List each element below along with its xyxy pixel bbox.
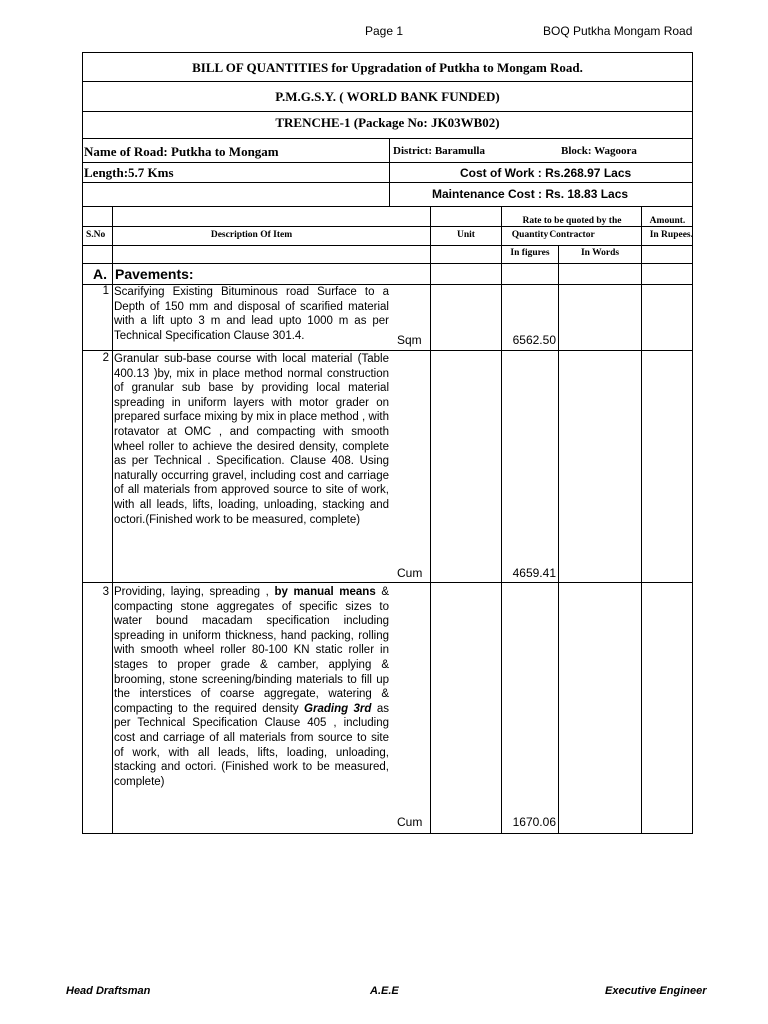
footer-aee: A.E.E — [370, 985, 399, 997]
col-quantity: Quantity — [511, 230, 549, 240]
road-length: Length:5.7 Kms — [84, 165, 174, 180]
item-1-description: Scarifying Existing Bituminous road Surface to a Depth of 150 mm and disposal of scarified material with a lift upto 3 m and lead upto 1000 m as per Technical Specification Clause 301.4. — [114, 286, 389, 342]
footer-head-draftsman: Head Draftsman — [66, 985, 151, 997]
item-2-unit: Cum — [397, 566, 423, 580]
col-unit: Unit — [457, 230, 475, 240]
footer-executive-engineer: Executive Engineer — [605, 985, 707, 997]
col-rate-line1: Rate to be quoted by the — [522, 216, 622, 226]
scheme-title: P.M.G.S.Y. ( WORLD BANK FUNDED) — [275, 89, 500, 104]
item-3-desc-part-d: Grading 3rd — [304, 702, 372, 715]
item-3-unit: Cum — [397, 815, 423, 829]
item-3-sno: 3 — [102, 586, 109, 598]
col-in-figures: In figures — [510, 248, 550, 258]
col-description: Description Of Item — [210, 230, 293, 240]
section-letter: A. — [93, 266, 107, 282]
maintenance-cost: Maintenance Cost : Rs. 18.83 Lacs — [432, 187, 629, 201]
item-1-unit: Sqm — [397, 333, 422, 347]
boq-table — [82, 52, 693, 834]
item-3-desc-part-b: by manual means — [274, 586, 376, 598]
item-1-sno: 1 — [102, 285, 109, 297]
col-rate-line2: Contractor — [549, 230, 595, 240]
boq-title: BILL OF QUANTITIES for Upgradation of Putkha to Mongam Road. — [192, 60, 583, 75]
district: District: Baramulla — [393, 145, 485, 157]
package-title: TRENCHE-1 (Package No: JK03WB02) — [275, 115, 500, 130]
item-3-quantity: 1670.06 — [512, 815, 556, 829]
item-2-sno: 2 — [102, 352, 109, 364]
item-3-desc-part-a: Providing, laying, spreading , — [114, 586, 275, 598]
road-name: Name of Road: Putkha to Mongam — [84, 144, 279, 159]
col-sno: S.No — [86, 230, 106, 240]
item-3-description — [114, 585, 389, 789]
item-3-desc-part-c: & compacting stone aggregates of specific sizes to water bound macadam specification including spreading in uniform thickness, hand packing, rolling with smooth wheel roller 80-100 KN static roller in stages to proper grade & camber, applying & brooming, stone screening/binding materials to fill up the interstices of coarse aggregate, watering & compacting to the required density — [114, 586, 389, 715]
block: Block: Wagoora — [561, 145, 637, 157]
document-title: BOQ Putkha Mongam Road — [543, 24, 693, 38]
item-2-quantity: 4659.41 — [512, 566, 556, 580]
page-number: Page 1 — [365, 24, 404, 38]
col-amount-line1: Amount. — [649, 216, 686, 226]
col-amount-line2: In Rupees. — [649, 230, 693, 240]
item-1-quantity: 6562.50 — [512, 333, 556, 347]
section-name: Pavements: — [115, 266, 194, 282]
item-2-description: Granular sub-base course with local material (Table 400.13 )by, mix in place method normal construction of granular sub base by providing local material spreading in uniform layers with motor grader on prepared surface mixing by mix in place method , with rotavator at OMC , and compacting with smooth wheel roller to achieve the desired density, complete as per Technical . Specification. Clause 408. Using naturally occurring gravel, including cost and carriage of all materials from approved source to site of work, with all leads, lifts, loading, unloading, stacking and octori.(Finished work to be measured, complete) — [114, 353, 389, 526]
item-3-desc-part-e: as per Technical Specification Clause 405 , including cost and carriage of all materials from source to site of work, with all leads, lifts, loading, unloading, stacking and octori. (Finished work to be measured, complete) — [114, 702, 389, 788]
col-in-words: In Words — [580, 248, 620, 258]
cost-of-work: Cost of Work : Rs.268.97 Lacs — [460, 166, 632, 180]
